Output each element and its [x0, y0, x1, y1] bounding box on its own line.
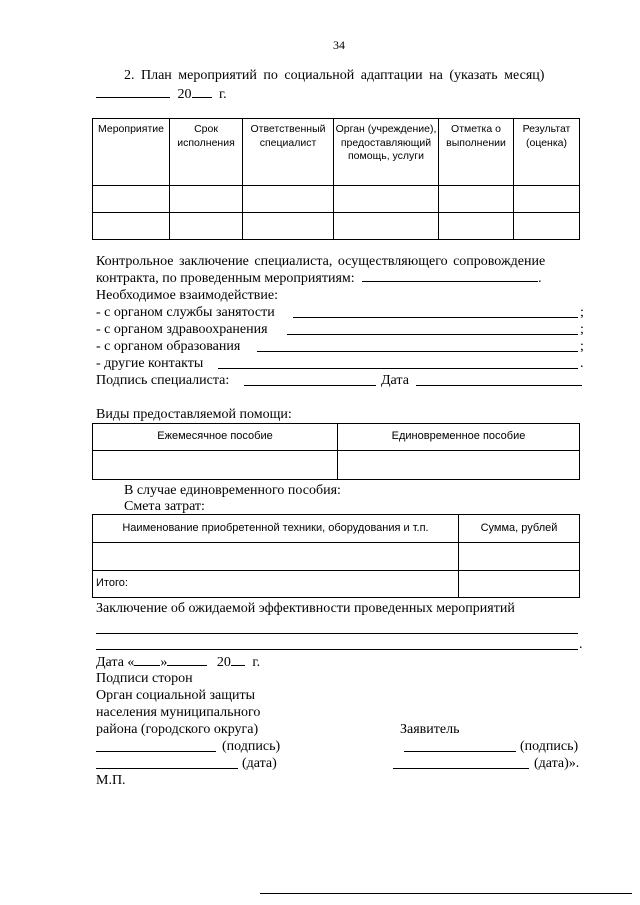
stamp-label: М.П.: [96, 773, 126, 788]
date-month-field[interactable]: [167, 654, 207, 666]
plan-year-line: 20 г.: [96, 86, 227, 104]
table-cell[interactable]: [243, 186, 334, 213]
control-line-1: Контрольное заключение специалиста, осуществляющего сопровождение: [96, 254, 546, 269]
table-cell[interactable]: [459, 543, 580, 571]
column-header: Результат (оценка): [514, 119, 580, 186]
specialist-signature-label: Подпись специалиста:: [96, 373, 230, 388]
left-date-field[interactable]: [96, 755, 238, 769]
footer-divider: [260, 893, 632, 894]
health-field[interactable]: [287, 321, 578, 335]
assistance-title: Виды предоставляемой помощи:: [96, 407, 292, 422]
left-date-label: (дата): [242, 756, 277, 771]
date-label: Дата: [381, 373, 409, 388]
table-cell[interactable]: [439, 213, 514, 240]
table-row: [93, 571, 580, 598]
total-label: Итого:: [93, 571, 459, 598]
date-year-field[interactable]: [231, 654, 245, 666]
column-header: Единовременное пособие: [338, 424, 580, 451]
social-protection-line-3: района (городского округа): [96, 722, 259, 737]
interaction-health: - с органом здравоохранения: [96, 322, 268, 337]
table-header-row: [93, 119, 580, 186]
column-header: Наименование приобретенной техники, оборудования и т.п.: [93, 515, 459, 543]
table-cell[interactable]: [170, 186, 243, 213]
total-value[interactable]: [459, 571, 580, 598]
right-date-label: (дата)».: [534, 756, 580, 771]
signatures-title: Подписи сторон: [96, 671, 193, 686]
interaction-other: - другие контакты: [96, 356, 204, 371]
column-header: Ответственный специалист: [243, 119, 334, 186]
table-row: [93, 543, 580, 571]
specialist-signature-field[interactable]: [244, 372, 376, 386]
table-cell[interactable]: [514, 213, 580, 240]
interaction-title: Необходимое взаимодействие:: [96, 288, 279, 303]
table-header-row: [93, 424, 580, 451]
employment-field[interactable]: [293, 304, 578, 318]
interaction-education: - с органом образования: [96, 339, 241, 354]
table-cell[interactable]: [439, 186, 514, 213]
interaction-employment: - с органом службы занятости: [96, 305, 275, 320]
column-header: Мероприятие: [93, 119, 170, 186]
assistance-table: [92, 423, 580, 480]
estimate-title: Смета затрат:: [124, 499, 205, 514]
table-row: [93, 213, 580, 240]
estimate-table: [92, 514, 580, 598]
plan-table: [92, 118, 580, 240]
table-cell[interactable]: [93, 186, 170, 213]
right-signature-field[interactable]: [404, 738, 516, 752]
right-signature-label: (подпись): [520, 739, 579, 754]
control-fill[interactable]: [362, 270, 538, 282]
one-time-title: В случае единовременного пособия:: [124, 483, 341, 498]
left-signature-label: (подпись): [222, 739, 281, 754]
column-header: Отметка о выполнении: [439, 119, 514, 186]
social-protection-line-2: населения муниципального: [96, 705, 261, 720]
table-cell[interactable]: [338, 451, 580, 480]
table-cell[interactable]: [334, 213, 439, 240]
applicant-title: Заявитель: [400, 722, 460, 737]
conclusion-title: Заключение об ожидаемой эффективности проведенных мероприятий: [96, 601, 515, 616]
conclusion-field-1[interactable]: [96, 620, 578, 634]
control-line-2: контракта, по проведенным мероприятиям: .: [96, 271, 542, 286]
table-row: [93, 451, 580, 480]
page-number: 34: [333, 38, 345, 52]
plan-title: 2. План мероприятий по социальной адаптации на (указать месяц): [124, 68, 545, 83]
table-cell[interactable]: [334, 186, 439, 213]
table-cell[interactable]: [93, 213, 170, 240]
table-header-row: [93, 515, 580, 543]
column-header: Ежемесячное пособие: [93, 424, 338, 451]
right-date-field[interactable]: [393, 755, 529, 769]
table-cell[interactable]: [243, 213, 334, 240]
table-cell[interactable]: [514, 186, 580, 213]
left-signature-field[interactable]: [96, 738, 216, 752]
date-line: Дата « » 20 г.: [96, 655, 261, 670]
education-field[interactable]: [257, 338, 578, 352]
other-contacts-field[interactable]: [218, 355, 578, 369]
social-protection-line-1: Орган социальной защиты: [96, 688, 255, 703]
table-cell[interactable]: [93, 451, 338, 480]
date-field[interactable]: [416, 372, 582, 386]
column-header: Орган (учреждение), предоставляющий помощь, услуги: [334, 119, 439, 186]
column-header: Сумма, рублей: [459, 515, 580, 543]
date-day-field[interactable]: [134, 654, 160, 666]
conclusion-field-2[interactable]: [96, 636, 578, 650]
column-header: Срок исполнения: [170, 119, 243, 186]
table-cell[interactable]: [170, 213, 243, 240]
table-cell[interactable]: [93, 543, 459, 571]
table-row: [93, 186, 580, 213]
